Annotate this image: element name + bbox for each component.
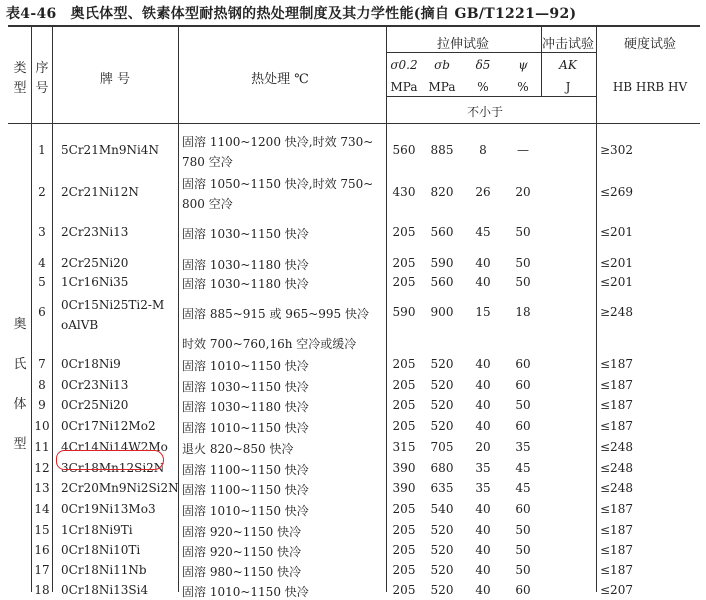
not-less-than-label: 不小于	[466, 105, 504, 119]
treatment: 退火 820~850 快冷	[182, 442, 294, 456]
sigma-b-value: 885	[430, 143, 454, 157]
treatment: 固溶 1030~1150 快冷	[182, 380, 309, 394]
delta-5-value: 40	[475, 563, 491, 577]
sigma-b-value: 520	[430, 378, 454, 392]
psi-value: 45	[515, 481, 531, 495]
treatment: 固溶 1100~1150 快冷	[182, 463, 309, 477]
grade: 1Cr16Ni35	[61, 275, 129, 289]
col-divider-seq	[52, 25, 53, 592]
sigma-0.2-value: 205	[392, 275, 416, 289]
delta-5-value: 40	[475, 583, 491, 597]
treatment-line-1: 固溶 1050~1150 快冷,时效 750~	[182, 177, 374, 191]
hardness-value: ≤269	[600, 185, 633, 199]
unit-percent-delta: %	[477, 80, 489, 94]
col-divider-treatment	[386, 25, 387, 592]
sigma-0.2-value: 390	[392, 481, 416, 495]
row-number: 15	[34, 523, 50, 537]
delta-5-value: 40	[475, 523, 491, 537]
treatment: 固溶 1010~1150 快冷	[182, 504, 309, 518]
units-rule	[386, 96, 596, 97]
row-number: 10	[34, 419, 50, 433]
grade: 5Cr21Mn9Ni4N	[61, 143, 159, 157]
treatment: 固溶 920~1150 快冷	[182, 545, 302, 559]
unit-mpa-sigma-0.2: MPa	[390, 80, 418, 94]
delta-5-value: 40	[475, 502, 491, 516]
row-number: 6	[38, 305, 46, 319]
sigma-b-value: 520	[430, 583, 454, 597]
delta-5-value: 40	[475, 256, 491, 270]
col-divider-category	[31, 25, 32, 592]
hardness-value: ≤187	[600, 502, 633, 516]
grade: 0Cr15Ni25Ti2-MoAlVB	[61, 298, 165, 332]
grade: 0Cr18Ni11Nb	[61, 563, 147, 577]
row-number: 9	[38, 398, 46, 412]
sigma-b-value: 520	[430, 357, 454, 371]
hardness-value: ≤201	[600, 275, 633, 289]
row-number: 7	[38, 357, 46, 371]
treatment: 固溶 1010~1150 快冷	[182, 421, 309, 435]
sigma-0.2-value: 205	[392, 583, 416, 597]
delta-5-value: 40	[475, 543, 491, 557]
table-title	[6, 3, 576, 23]
psi-value: 50	[515, 543, 531, 557]
header-ak: AK	[559, 58, 577, 72]
sigma-0.2-value: 205	[392, 419, 416, 433]
treatment: 固溶 920~1150 快冷	[182, 525, 302, 539]
sigma-b-value: 560	[430, 275, 454, 289]
psi-value: 60	[515, 583, 531, 597]
treatment: 固溶 1030~1150 快冷	[182, 227, 309, 241]
hardness-value: ≤187	[600, 357, 633, 371]
treatment: 固溶 1030~1180 快冷	[182, 277, 309, 291]
header-impact-test: 冲击试验	[541, 37, 595, 52]
sigma-b-value: 520	[430, 523, 454, 537]
sigma-0.2-value: 390	[392, 461, 416, 475]
psi-value: 18	[515, 305, 531, 319]
sigma-b-value: 520	[430, 543, 454, 557]
header-category-2: 型	[13, 81, 27, 96]
row-number: 16	[34, 543, 50, 557]
treatment: 固溶 1030~1180 快冷	[182, 258, 309, 272]
row-number: 5	[38, 275, 46, 289]
row-number: 13	[34, 481, 50, 495]
hardness-units: HB HRB HV	[612, 80, 688, 94]
psi-value: 20	[515, 185, 531, 199]
header-seq-1: 序	[35, 61, 49, 76]
delta-5-value: 40	[475, 357, 491, 371]
sigma-b-value: 680	[430, 461, 454, 475]
treatment-line-1: 固溶 1100~1200 快冷,时效 730~	[182, 135, 374, 149]
delta-5-value: 45	[475, 225, 491, 239]
delta-5-value: 35	[475, 481, 491, 495]
delta-5-value: 40	[475, 275, 491, 289]
sigma-b-value: 635	[430, 481, 454, 495]
header-sigma-b: σb	[434, 58, 450, 72]
sigma-b-value: 520	[430, 419, 454, 433]
sigma-b-value: 900	[430, 305, 454, 319]
sigma-0.2-value: 590	[392, 305, 416, 319]
sigma-b-value: 540	[430, 502, 454, 516]
psi-value: 50	[515, 275, 531, 289]
grade: 1Cr18Ni9Ti	[61, 523, 133, 537]
psi-value: 50	[515, 256, 531, 270]
hardness-value: ≤187	[600, 378, 633, 392]
delta-5-value: 8	[479, 143, 487, 157]
delta-5-value: 26	[475, 185, 491, 199]
table-caption: 奥氏体型、铁素体型耐热钢的热处理制度及其力学性能(摘自 GB/T1221—92)	[70, 6, 577, 22]
grade: 0Cr19Ni13Mo3	[61, 502, 156, 516]
table-number: 表4-46	[6, 6, 57, 22]
row-number: 3	[38, 225, 46, 239]
sigma-0.2-value: 315	[392, 440, 416, 454]
hardness-value: ≥302	[600, 143, 633, 157]
grade: 0Cr18Ni9	[61, 357, 121, 371]
hardness-value: ≤248	[600, 461, 633, 475]
row-number: 2	[38, 185, 46, 199]
delta-5-value: 15	[475, 305, 491, 319]
header-hardness-test: 硬度试验	[623, 37, 677, 52]
hardness-value: ≥248	[600, 305, 633, 319]
sigma-0.2-value: 205	[392, 378, 416, 392]
header-heat-treatment: 热处理 ℃	[251, 72, 309, 87]
treatment-line-1: 固溶 885~915 或 965~995 快冷	[182, 307, 369, 321]
psi-value: 60	[515, 378, 531, 392]
treatment-line-2: 780 空冷	[182, 155, 233, 169]
subheader-rule	[386, 52, 596, 53]
hardness-value: ≤207	[600, 583, 633, 597]
row-number: 4	[38, 256, 46, 270]
treatment: 固溶 1010~1150 快冷	[182, 359, 309, 373]
psi-value: 60	[515, 502, 531, 516]
treatment: 固溶 1010~1150 快冷	[182, 585, 309, 599]
highlight-circle	[56, 450, 164, 470]
header-psi: ψ	[518, 58, 528, 72]
grade: 4Cr14Ni14W2Mo	[61, 440, 168, 454]
row-number: 14	[34, 502, 50, 516]
grade: 0Cr23Ni13	[61, 378, 129, 392]
unit-mpa-sigma-b: MPa	[428, 80, 456, 94]
sigma-0.2-value: 205	[392, 563, 416, 577]
psi-value: 45	[515, 461, 531, 475]
treatment-line-2: 800 空冷	[182, 197, 233, 211]
delta-5-value: 35	[475, 461, 491, 475]
treatment-line-2: 时效 700~760,16h 空冷或缓冷	[182, 337, 357, 351]
grade: 2Cr25Ni20	[61, 256, 129, 270]
row-number: 12	[34, 461, 50, 475]
grade: 2Cr21Ni12N	[61, 185, 139, 199]
grade: 0Cr17Ni12Mo2	[61, 419, 156, 433]
hardness-value: ≤248	[600, 481, 633, 495]
col-divider-grade	[178, 25, 179, 592]
row-number: 1	[38, 143, 46, 157]
psi-value: 60	[515, 357, 531, 371]
psi-value: 50	[515, 523, 531, 537]
hardness-value: ≤187	[600, 419, 633, 433]
grade: 3Cr18Mn12Si2N	[61, 461, 165, 475]
hardness-value: ≤201	[600, 225, 633, 239]
psi-value: 50	[515, 225, 531, 239]
sigma-0.2-value: 205	[392, 398, 416, 412]
sigma-0.2-value: 205	[392, 543, 416, 557]
unit-percent-psi: %	[517, 80, 529, 94]
sigma-0.2-value: 430	[392, 185, 416, 199]
sigma-b-value: 560	[430, 225, 454, 239]
category-char: 氏	[13, 357, 27, 372]
unit-joule: J	[565, 80, 571, 94]
hardness-value: ≤248	[600, 440, 633, 454]
sigma-b-value: 520	[430, 563, 454, 577]
delta-5-value: 40	[475, 419, 491, 433]
header-delta-5: δ5	[475, 58, 491, 72]
category-char: 奥	[13, 317, 27, 332]
hardness-value: ≤201	[600, 256, 633, 270]
header-grade: 牌 号	[99, 72, 131, 87]
grade: 0Cr25Ni20	[61, 398, 129, 412]
grade: 0Cr18Ni13Si4	[61, 583, 149, 597]
grade: 2Cr23Ni13	[61, 225, 129, 239]
psi-value: 60	[515, 419, 531, 433]
psi-value: 50	[515, 563, 531, 577]
row-number: 11	[34, 440, 50, 454]
psi-value: 50	[515, 398, 531, 412]
sigma-b-value: 820	[430, 185, 454, 199]
sigma-0.2-value: 205	[392, 225, 416, 239]
col-divider-hardness	[596, 25, 597, 592]
hardness-value: ≤187	[600, 523, 633, 537]
hardness-value: ≤187	[600, 398, 633, 412]
delta-5-value: 40	[475, 398, 491, 412]
category-char: 体	[13, 397, 27, 412]
psi-value: —	[517, 143, 529, 157]
hardness-value: ≤187	[600, 543, 633, 557]
sigma-b-value: 705	[430, 440, 454, 454]
sigma-0.2-value: 560	[392, 143, 416, 157]
sigma-b-value: 590	[430, 256, 454, 270]
category-char: 型	[13, 437, 27, 452]
row-number: 17	[34, 563, 50, 577]
row-number: 8	[38, 378, 46, 392]
treatment: 固溶 1100~1150 快冷	[182, 483, 309, 497]
delta-5-value: 40	[475, 378, 491, 392]
grade: 0Cr18Ni10Ti	[61, 543, 141, 557]
header-seq-2: 号	[35, 81, 49, 96]
delta-5-value: 20	[475, 440, 491, 454]
header-sigma-0.2: σ0.2	[390, 58, 418, 72]
treatment: 固溶 980~1150 快冷	[182, 565, 302, 579]
sigma-0.2-value: 205	[392, 523, 416, 537]
hardness-value: ≤187	[600, 563, 633, 577]
header-category-1: 类	[13, 61, 27, 76]
header-tensile-test: 拉伸试验	[436, 37, 490, 52]
sigma-b-value: 520	[430, 398, 454, 412]
sigma-0.2-value: 205	[392, 256, 416, 270]
row-number: 18	[34, 583, 50, 597]
treatment: 固溶 1030~1180 快冷	[182, 400, 309, 414]
sigma-0.2-value: 205	[392, 357, 416, 371]
grade: 2Cr20Mn9Ni2Si2N	[61, 481, 179, 495]
psi-value: 35	[515, 440, 531, 454]
sigma-0.2-value: 205	[392, 502, 416, 516]
